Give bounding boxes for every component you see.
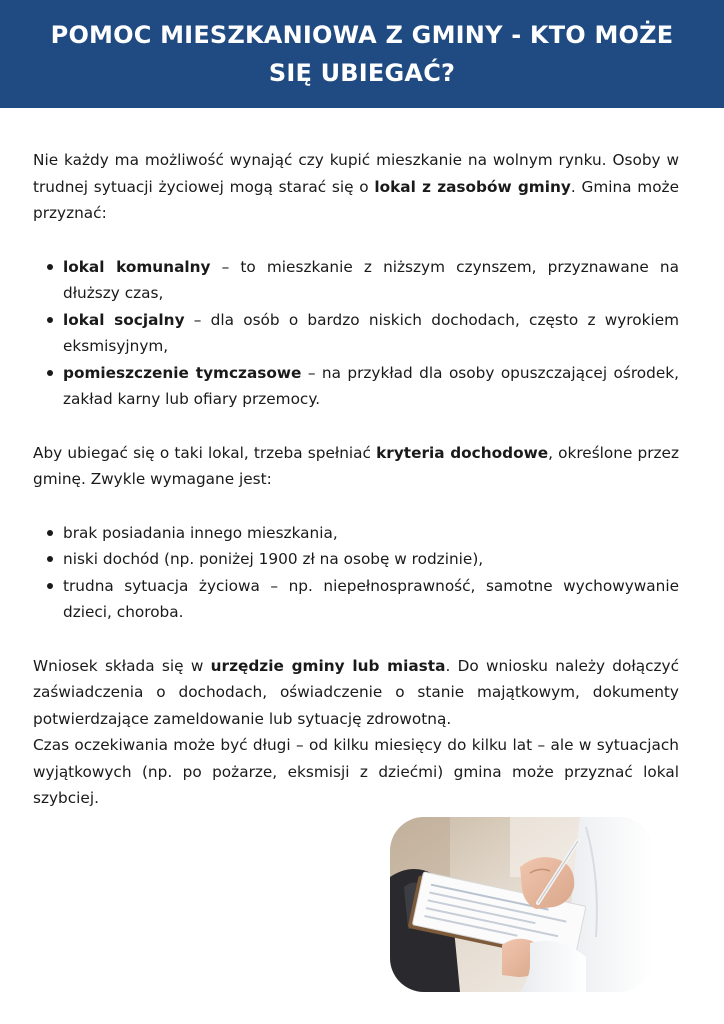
list-item-term: lokal socjalny bbox=[63, 310, 185, 329]
list-item bbox=[63, 307, 679, 360]
list-item bbox=[63, 360, 679, 413]
list-item bbox=[63, 254, 679, 307]
list-item: brak posiadania innego mieszkania, bbox=[63, 520, 679, 547]
intro-bold-text: lokal z zasobów gminy bbox=[374, 177, 571, 196]
list-item-term: pomieszczenie tymczasowe bbox=[63, 363, 302, 382]
article-body bbox=[33, 147, 679, 812]
intro-paragraph bbox=[33, 147, 679, 227]
criteria-bold-text: kryteria dochodowe bbox=[376, 443, 549, 462]
list-item: niski dochód (np. poniżej 1900 zł na osobę w rodzinie), bbox=[63, 546, 679, 573]
application-text: Wniosek składa się w bbox=[33, 656, 211, 675]
page-title: POMOC MIESZKANIOWA Z GMINY - KTO MOŻE SIĘ UBIEGAĆ? bbox=[50, 21, 674, 87]
criteria-text: Aby ubiegać się o taki lokal, trzeba spełniać bbox=[33, 443, 377, 462]
application-bold-text: urzędzie gminy lub miasta bbox=[210, 656, 446, 675]
list-item-text: – dla osób o bardzo niskich dochodach, często z wyrokiem eksmisyjnym, bbox=[63, 310, 680, 355]
criteria-paragraph bbox=[33, 440, 679, 493]
requirements-list bbox=[33, 520, 679, 626]
list-item-term: lokal komunalny bbox=[63, 257, 211, 276]
application-paragraph bbox=[33, 653, 679, 733]
list-item: trudna sytuacja życiowa – np. niepełnosprawność, samotne wychowywanie dzieci, choroba. bbox=[63, 573, 679, 626]
intro-text-end: . Gmina może przyznać: bbox=[33, 177, 679, 222]
criteria-text-end: , określone przez gminę. Zwykle wymagane jest: bbox=[33, 443, 680, 488]
person-writing-on-clipboard-photo bbox=[390, 817, 652, 992]
list-item-text: – to mieszkanie z niższym czynszem, przyznawane na dłuższy czas, bbox=[63, 257, 679, 302]
waiting-paragraph: Czas oczekiwania może być długi – od kilku miesięcy do kilku lat – ale w sytuacjach wyjątkowych (np. po pożarze, eksmisji z dziećmi) gmina może przyznać lokal szybciej. bbox=[33, 736, 679, 807]
title-banner bbox=[0, 0, 724, 108]
housing-types-list bbox=[33, 254, 679, 413]
application-text-end: . Do wniosku należy dołączyć zaświadczenia o dochodach, oświadczenie o stanie majątkowym, dokumenty potwierdzające zameldowanie lub sytuację zdrowotną. bbox=[33, 656, 679, 728]
list-item-text: – na przykład dla osoby opuszczającej ośrodek, zakład karny lub ofiary przemocy. bbox=[63, 363, 679, 408]
intro-text: Nie każdy ma możliwość wynająć czy kupić mieszkanie na wolnym rynku. Osoby w trudnej sytuacji życiowej mogą starać się o bbox=[33, 151, 679, 196]
